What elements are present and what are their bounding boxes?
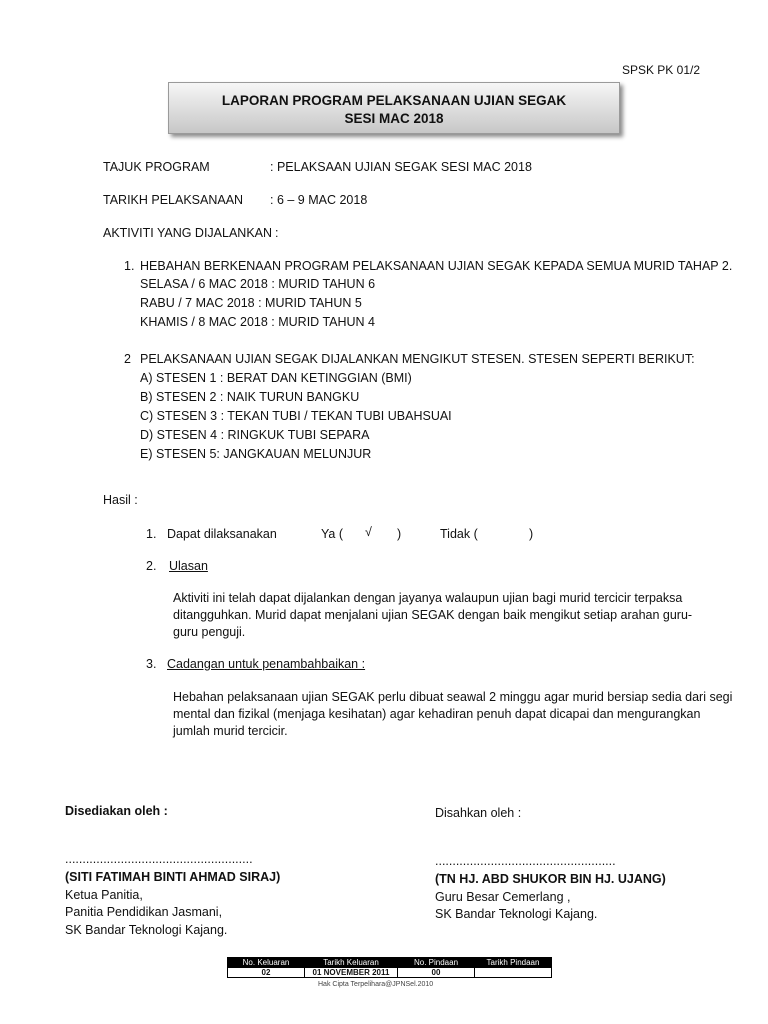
field-label-program: TAJUK PROGRAM	[103, 160, 210, 174]
prepared-by-position: Ketua Panitia,	[65, 887, 143, 902]
hasil-1-text: Dapat dilaksanakan	[167, 527, 277, 541]
ulasan-heading: Ulasan	[169, 559, 208, 573]
field-label-activity: AKTIVITI YANG DIJALANKAN	[103, 226, 273, 240]
activity-1-text: HEBAHAN BERKENAAN PROGRAM PELAKSANAAN UJIAN SEGAK KEPADA SEMUA MURID TAHAP 2.	[140, 259, 733, 273]
hasil-label: Hasil :	[103, 493, 138, 507]
prepared-by-heading: Disediakan oleh :	[65, 804, 168, 818]
station-line: D) STESEN 4 : RINGKUK TUBI SEPARA	[140, 428, 370, 442]
footer-value-cell: 01 NOVEMBER 2011	[305, 968, 398, 978]
activity-2-number: 2	[124, 352, 131, 366]
ulasan-body: Aktiviti ini telah dapat dijalankan dengan jayanya walaupun ujian bagi murid tercicir terpaksa ditangguhkan. Murid dapat menjalani ujian SEGAK dengan baik mengikut setiap arahan guru-guru penguji.	[173, 591, 693, 639]
field-label-date: TARIKH PELAKSANAAN	[103, 193, 244, 207]
footer-header-cell: Tarikh Pindaan	[475, 958, 552, 968]
station-line: B) STESEN 2 : NAIK TURUN BANGKU	[140, 390, 360, 404]
footer-header-cell: Tarikh Keluaran	[305, 958, 398, 968]
tidak-close: )	[529, 527, 534, 541]
document-control-table	[227, 957, 552, 978]
cadangan-body: Hebahan pelaksanaan ujian SEGAK perlu dibuat seawal 2 minggu agar murid bersiap sedia dari segi mental dan fizikal (menjaga kesihatan) agar kehadiran penuh dapat dicapai dan mengurangkan jumlah murid tercicir.	[173, 690, 733, 738]
prepared-by-signature-line: ......................................................	[65, 852, 253, 866]
activity-1-line: RABU / 7 MAC 2018 : MURID TAHUN 5	[140, 296, 362, 310]
report-title-box	[168, 82, 620, 134]
approved-by-position: SK Bandar Teknologi Kajang.	[435, 907, 598, 921]
ya-close: )	[397, 527, 402, 541]
activity-2-text: PELAKSANAAN UJIAN SEGAK DIJALANKAN MENGIKUT STESEN. STESEN SEPERTI BERIKUT:	[140, 352, 695, 366]
activity-1-line: SELASA / 6 MAC 2018 : MURID TAHUN 6	[140, 277, 376, 291]
cadangan-heading: Cadangan untuk penambahbaikan :	[167, 657, 366, 671]
activity-1-number: 1.	[124, 259, 135, 273]
prepared-by-name: (SITI FATIMAH BINTI AHMAD SIRAJ)	[65, 870, 281, 884]
approved-by-signature-line: ....................................................	[435, 854, 616, 868]
ya-label: Ya (	[321, 527, 343, 541]
approved-by-heading: Disahkan oleh :	[435, 806, 522, 820]
field-value-program: : PELAKSAAN UJIAN SEGAK SESI MAC 2018	[270, 160, 532, 174]
footer-value-cell	[475, 968, 552, 978]
footer-value-cell: 02	[228, 968, 305, 978]
check-mark: √	[365, 525, 372, 539]
footer-header-cell: No. Keluaran	[228, 958, 305, 968]
field-value-activity: :	[275, 226, 279, 240]
hasil-3-number: 3.	[146, 657, 157, 671]
approved-by-block	[435, 871, 666, 924]
field-value-date: : 6 – 9 MAC 2018	[270, 193, 368, 207]
prepared-by-block	[65, 869, 280, 939]
document-ref-code: SPSK PK 01/2	[621, 63, 700, 77]
tidak-label: Tidak (	[440, 527, 478, 541]
activity-1-line: KHAMIS / 8 MAC 2018 : MURID TAHUN 4	[140, 315, 376, 329]
footer-value-cell: 00	[398, 968, 475, 978]
copyright-notice: Hak Cipta Terpelihara@JPNSel.2010	[318, 981, 434, 988]
hasil-2-number: 2.	[146, 559, 157, 573]
station-line: C) STESEN 3 : TEKAN TUBI / TEKAN TUBI UBAHSUAI	[140, 409, 452, 423]
report-title-line1: LAPORAN PROGRAM PELAKSANAAN UJIAN SEGAK	[221, 93, 567, 108]
station-line: A) STESEN 1 : BERAT DAN KETINGGIAN (BMI)	[140, 371, 412, 385]
footer-header-cell: No. Pindaan	[398, 958, 475, 968]
approved-by-name: (TN HJ. ABD SHUKOR BIN HJ. UJANG)	[435, 872, 666, 886]
hasil-1-number: 1.	[146, 527, 157, 541]
prepared-by-position: SK Bandar Teknologi Kajang.	[65, 922, 228, 937]
station-line: E) STESEN 5: JANGKAUAN MELUNJUR	[140, 447, 372, 461]
prepared-by-position: Panitia Pendidikan Jasmani,	[65, 905, 223, 919]
approved-by-position: Guru Besar Cemerlang ,	[435, 889, 571, 904]
report-title-line2: SESI MAC 2018	[344, 111, 444, 126]
